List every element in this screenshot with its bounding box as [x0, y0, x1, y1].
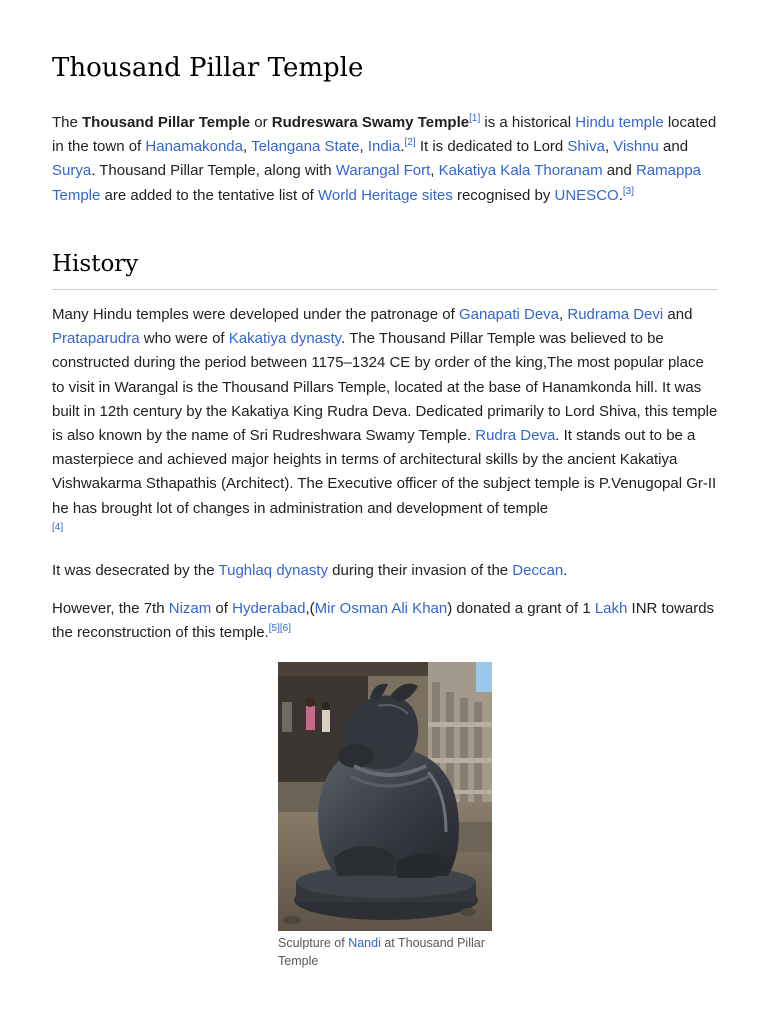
- link-deccan[interactable]: Deccan: [512, 562, 564, 579]
- link-vishnu[interactable]: Vishnu: [613, 138, 659, 156]
- bold-term: Thousand Pillar Temple: [82, 114, 251, 131]
- link-warangal-fort[interactable]: Warangal Fort: [335, 162, 431, 180]
- bold-term: Rudreswara Swamy Temple: [271, 114, 470, 131]
- citation-link[interactable]: [6]: [279, 623, 292, 635]
- section-heading-history: History: [52, 249, 718, 290]
- link-shiva[interactable]: Shiva: [567, 138, 605, 156]
- link-mir-osman-ali-khan[interactable]: Mir Osman Ali Khan: [314, 600, 448, 617]
- link-nandi[interactable]: Nandi: [348, 936, 381, 950]
- link-ramappa-temple[interactable]: Ramappa Temple: [52, 162, 702, 204]
- citation-link[interactable]: [5]: [268, 623, 280, 635]
- link-rudrama-devi[interactable]: Rudrama Devi: [567, 306, 664, 323]
- link-tughlaq-dynasty[interactable]: Tughlaq dynasty: [218, 562, 329, 579]
- citation-link[interactable]: [4]: [52, 521, 64, 533]
- history-paragraph: It was desecrated by the Tughlaq dynasty during their invasion of the Deccan.: [52, 562, 568, 579]
- link-surya[interactable]: Surya: [52, 162, 92, 180]
- link-unesco[interactable]: UNESCO: [554, 186, 619, 204]
- link-kakatiya-dynasty[interactable]: Kakatiya dynasty: [228, 330, 342, 348]
- link-hanamakonda[interactable]: Hanamakonda: [145, 138, 243, 156]
- nandi-sculpture-photo[interactable]: [278, 662, 492, 931]
- link-world-heritage-sites[interactable]: World Heritage sites: [318, 186, 453, 204]
- citation-link[interactable]: [1]: [469, 113, 481, 124]
- intro-paragraph: The Thousand Pillar Temple or Rudreswara Swamy Temple[1] is a historical Hindu temple located in the town of Hanamakonda, Telangana State, India.[2] It is dedicated to Lord Shiva, Vishnu and Surya. Thousand Pillar Temple, along with Warangal Fort, Kakatiya Kala Thoranam and Ramappa Temple are added to the tentative list of World Heritage sites recognised by UNESCO.[3]: [52, 113, 717, 204]
- link-nizam[interactable]: Nizam: [168, 600, 212, 617]
- link-rudra-deva[interactable]: Rudra Deva: [475, 427, 556, 445]
- figure-caption: Sculpture of Nandi at Thousand Pillar Temple: [278, 936, 485, 968]
- page-title: Thousand Pillar Temple: [52, 53, 364, 83]
- link-ganapati-deva[interactable]: Ganapati Deva: [458, 306, 560, 323]
- link-telangana[interactable]: Telangana State: [251, 138, 360, 156]
- link-lakh[interactable]: Lakh: [594, 600, 628, 617]
- history-paragraph: However, the 7th Nizam of Hyderabad,(Mir Osman Ali Khan) donated a grant of 1 Lakh INR towards the reconstruction of this temple.[5][6]: [52, 600, 715, 642]
- link-hyderabad[interactable]: Hyderabad: [232, 600, 306, 617]
- history-paragraph: Many Hindu temples were developed under the patronage of Ganapati Deva, Rudrama Devi and Prataparudra who were of Kakatiya dynasty. The Thousand Pillar Temple was believed to be constructed during the period between 1175–1324 CE by order of the king,The most popular place to visit in Warangal is the Thousand Pillars Temple, located at the base of Hanamkonda hill. It was built in 12th century by the Kakatiya King Rudra Deva. Dedicated primarily to Lord Shiva, this temple is also known by the name of Sri Rudreshwara Swamy Temple. Rudra Deva. It stands out to be a masterpiece and achieved major heights in terms of architectural skills by the ancient Kakatiya Vishwakarma Sthapathis (Architect). The Executive officer of the subject temple is P.Venugopal Gr-II he has brought lot of changes in administration and development of temple [4]: [52, 306, 718, 533]
- link-prataparudra[interactable]: Prataparudra: [52, 330, 140, 348]
- link-kakatiya-kala-thoranam[interactable]: Kakatiya Kala Thoranam: [438, 162, 603, 180]
- link-india[interactable]: India: [367, 138, 401, 156]
- nandi-figure: [278, 662, 492, 970]
- link-hindu-temple[interactable]: Hindu temple: [575, 114, 664, 131]
- citation-link[interactable]: [2]: [404, 137, 416, 149]
- citation-link[interactable]: [3]: [622, 185, 634, 197]
